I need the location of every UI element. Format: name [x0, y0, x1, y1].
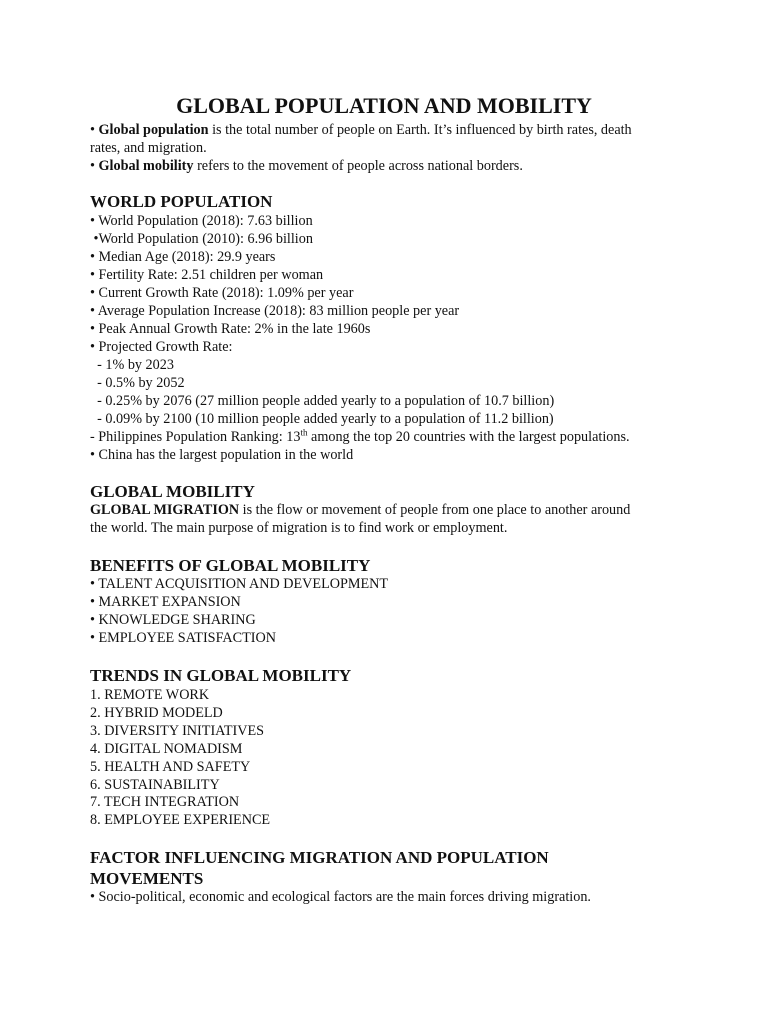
- list-item: • TALENT ACQUISITION AND DEVELOPMENT: [90, 576, 389, 592]
- intro-global-population-cont: rates, and migration.: [90, 140, 207, 156]
- list-item: • Average Population Increase (2018): 83 million people per year: [90, 303, 460, 319]
- list-item: 8. EMPLOYEE EXPERIENCE: [90, 812, 271, 828]
- list-item: • EMPLOYEE SATISFACTION: [90, 630, 276, 646]
- ranking-text: - Philippines Population Ranking: 13: [90, 429, 301, 445]
- heading-trends: TRENDS IN GLOBAL MOBILITY: [90, 666, 352, 685]
- list-item: • Projected Growth Rate:: [90, 339, 233, 355]
- list-item: 1. REMOTE WORK: [90, 687, 210, 703]
- intro-global-population: [90, 121, 690, 139]
- philippines-ranking: [90, 428, 690, 446]
- list-item: • Peak Annual Growth Rate: 2% in the late 1960s: [90, 321, 371, 337]
- heading-factors-line2: MOVEMENTS: [90, 869, 204, 888]
- bullet: •: [90, 122, 95, 138]
- list-item: 7. TECH INTEGRATION: [90, 794, 240, 810]
- definition-text: refers to the movement of people across national borders.: [193, 158, 523, 174]
- list-item: • MARKET EXPANSION: [90, 594, 241, 610]
- page-title: GLOBAL POPULATION AND MOBILITY: [176, 93, 592, 118]
- heading-benefits: BENEFITS OF GLOBAL MOBILITY: [90, 556, 371, 575]
- list-item: 5. HEALTH AND SAFETY: [90, 759, 251, 775]
- ordinal-suffix: th: [300, 427, 308, 438]
- list-item: 6. SUSTAINABILITY: [90, 777, 220, 793]
- bullet: •: [90, 158, 95, 174]
- list-item: • Current Growth Rate (2018): 1.09% per year: [90, 285, 354, 301]
- list-item: • China has the largest population in the world: [90, 447, 354, 463]
- list-item: •World Population (2010): 6.96 billion: [90, 231, 313, 247]
- term-global-population: Global population: [98, 122, 209, 138]
- list-subitem: - 0.5% by 2052: [90, 375, 185, 391]
- term-global-migration: GLOBAL MIGRATION: [90, 502, 240, 518]
- list-item: 3. DIVERSITY INITIATIVES: [90, 723, 265, 739]
- heading-global-mobility: GLOBAL MOBILITY: [90, 482, 255, 501]
- global-migration-definition-cont: the world. The main purpose of migration is to find work or employment.: [90, 520, 508, 536]
- list-subitem: - 0.09% by 2100 (10 million people added yearly to a population of 11.2 billion): [90, 411, 554, 427]
- global-migration-definition: [90, 501, 690, 519]
- list-item: • Socio-political, economic and ecological factors are the main forces driving migration.: [90, 889, 591, 905]
- heading-factors-line1: FACTOR INFLUENCING MIGRATION AND POPULATION: [90, 848, 549, 867]
- definition-text: is the flow or movement of people from one place to another around: [239, 502, 631, 518]
- list-item: 2. HYBRID MODELD: [90, 705, 223, 721]
- term-global-mobility: Global mobility: [98, 158, 194, 174]
- list-item: • KNOWLEDGE SHARING: [90, 612, 256, 628]
- ranking-text-cont: among the top 20 countries with the largest populations.: [307, 429, 630, 445]
- list-item: • World Population (2018): 7.63 billion: [90, 213, 313, 229]
- heading-world-population: WORLD POPULATION: [90, 192, 273, 211]
- list-subitem: - 1% by 2023: [90, 357, 174, 373]
- list-subitem: - 0.25% by 2076 (27 million people added yearly to a population of 10.7 billion): [90, 393, 555, 409]
- list-item: 4. DIGITAL NOMADISM: [90, 741, 243, 757]
- list-item: • Fertility Rate: 2.51 children per woman: [90, 267, 324, 283]
- intro-global-mobility: [90, 157, 690, 175]
- list-item: • Median Age (2018): 29.9 years: [90, 249, 276, 265]
- definition-text: is the total number of people on Earth. It’s influenced by birth rates, death: [208, 122, 632, 138]
